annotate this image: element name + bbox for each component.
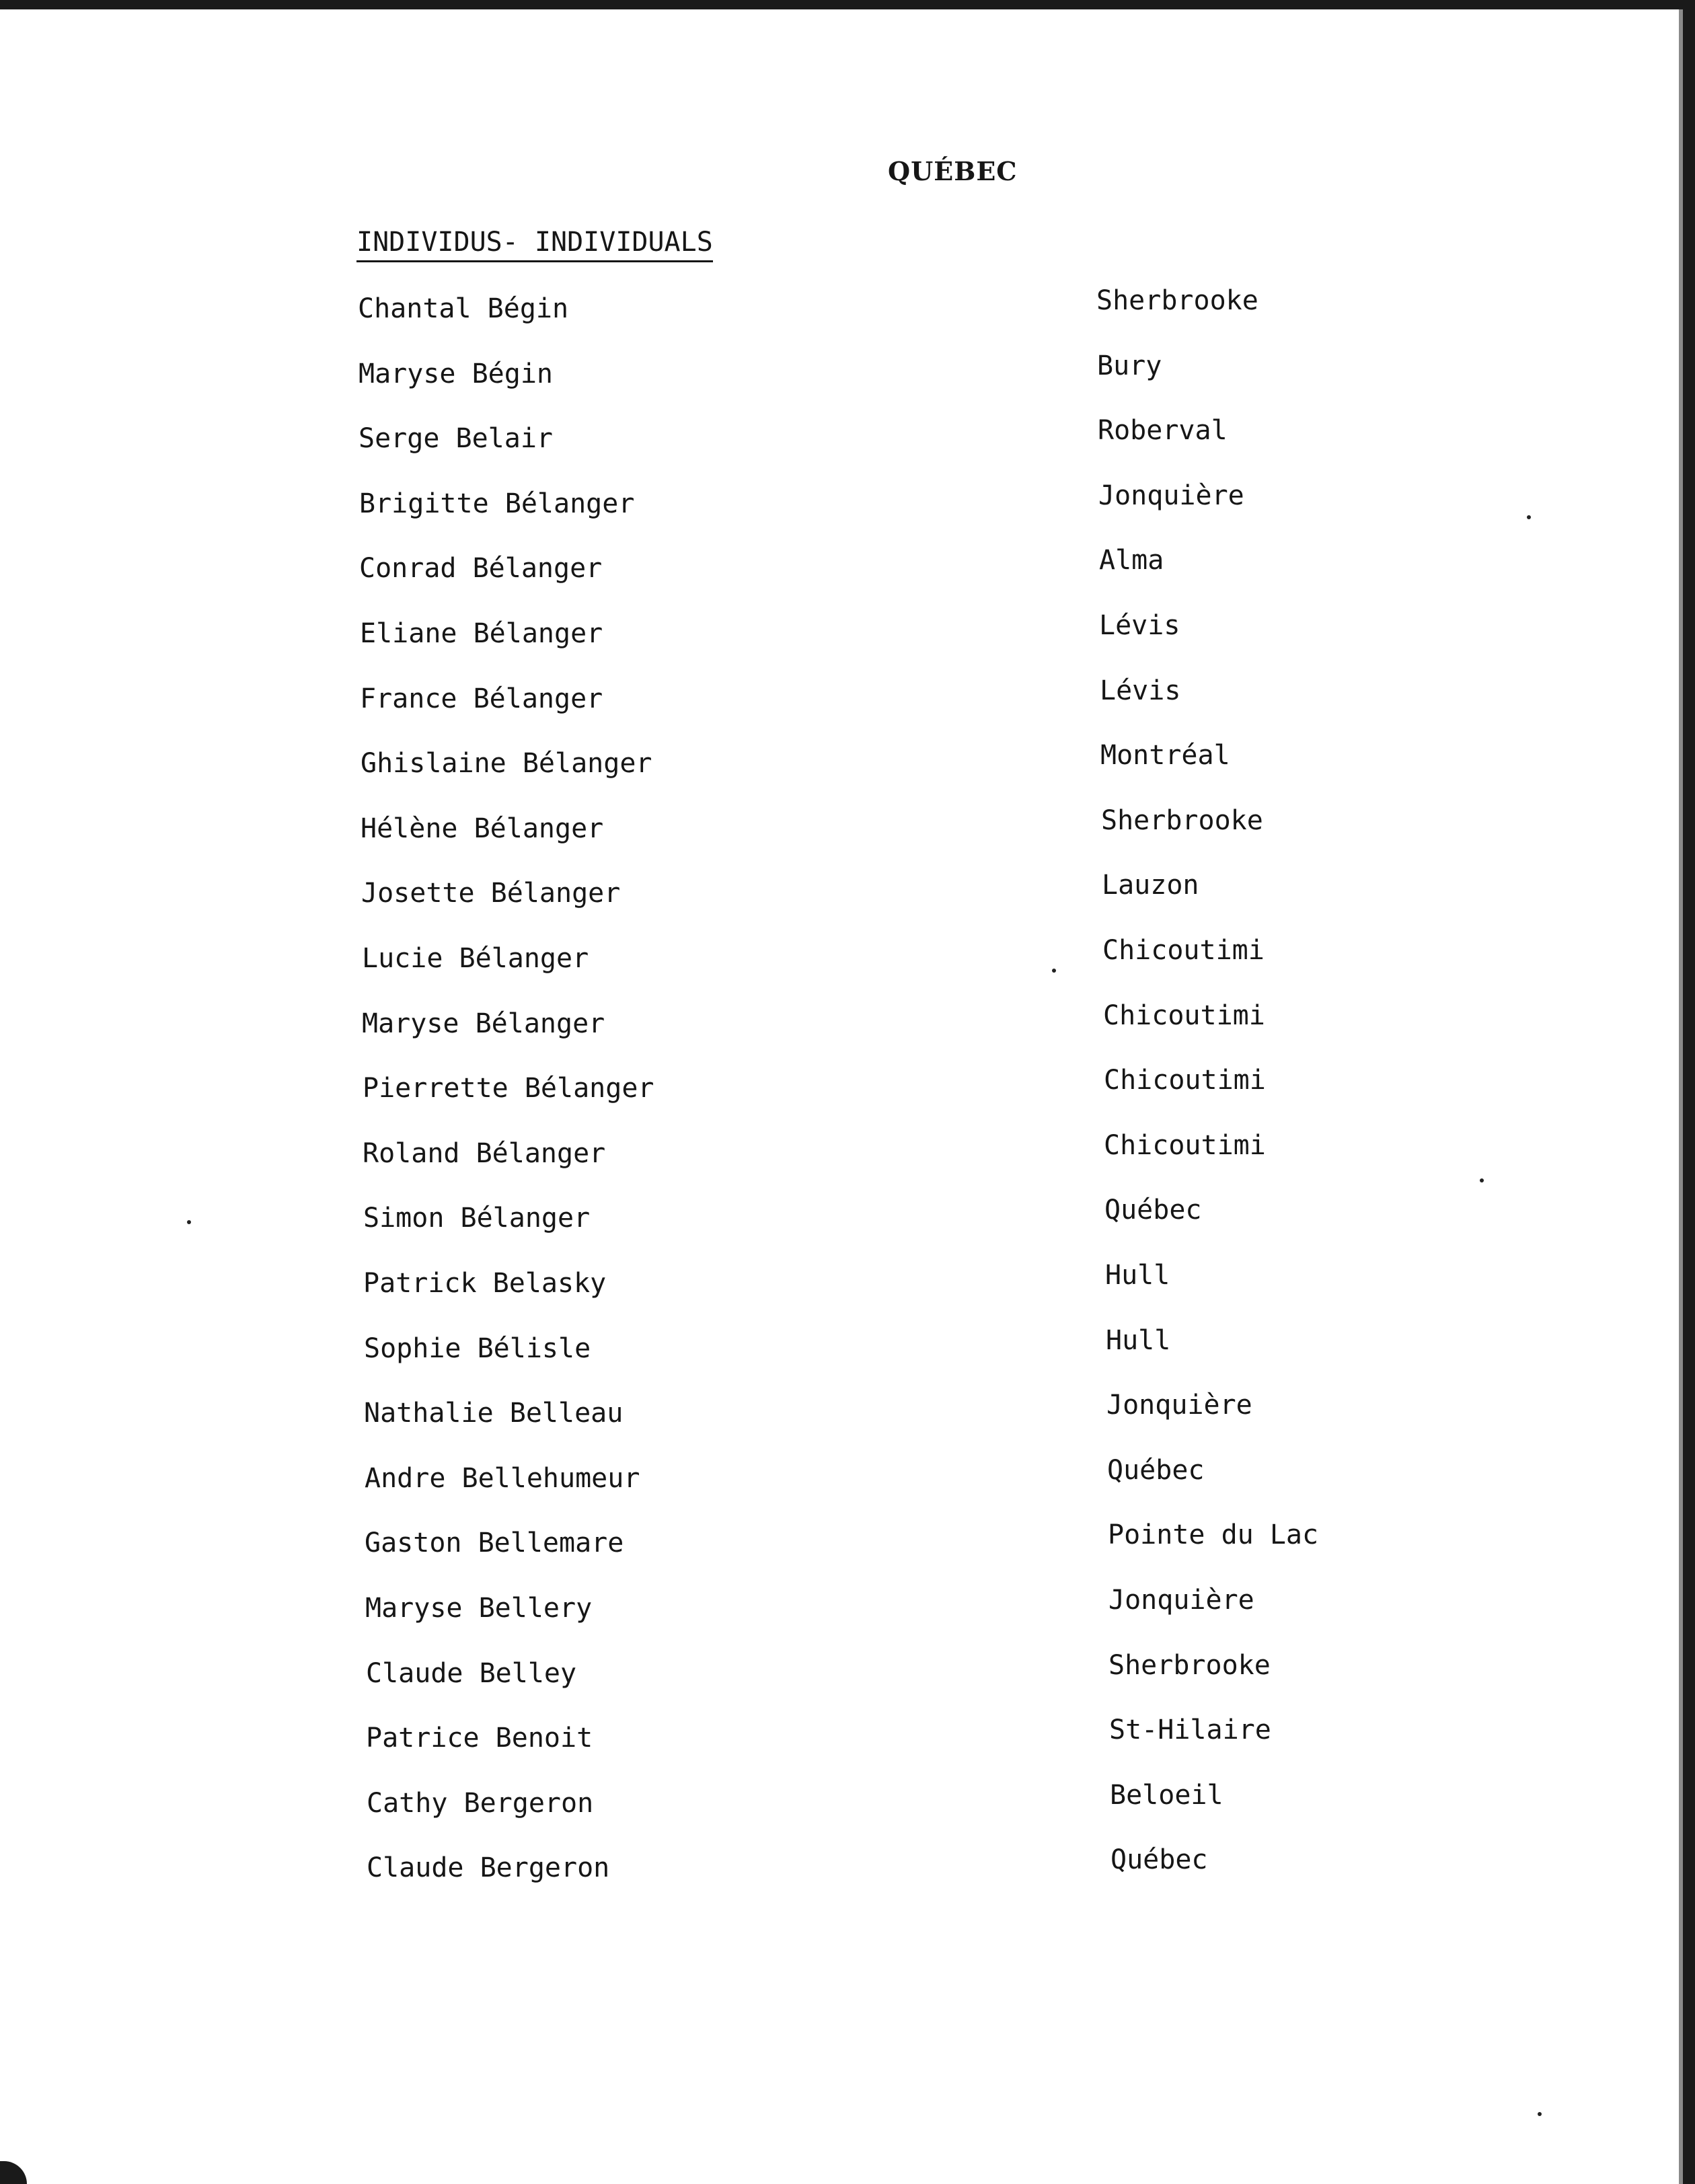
- entry-name: Cathy Bergeron: [367, 1788, 594, 1819]
- entry-place: Chicoutimi: [1103, 1000, 1265, 1031]
- entry-place: Hull: [1105, 1260, 1170, 1291]
- entry-place: Bury: [1097, 350, 1162, 381]
- entry-name: France Bélanger: [360, 683, 603, 714]
- entry-place: Sherbrooke: [1108, 1650, 1271, 1681]
- entry-place: Québec: [1110, 1844, 1208, 1875]
- page-title: QUÉBEC: [888, 156, 1018, 186]
- entry-place: Montréal: [1100, 740, 1230, 771]
- entry-name: Maryse Bellery: [365, 1593, 593, 1624]
- entry-place: Hull: [1106, 1325, 1171, 1356]
- entry-name: Maryse Bélanger: [362, 1008, 605, 1039]
- entry-name: Sophie Bélisle: [364, 1333, 591, 1364]
- entry-place: Québec: [1104, 1195, 1202, 1226]
- entry-place: Chicoutimi: [1104, 1065, 1266, 1096]
- entry-place: St-Hilaire: [1109, 1715, 1271, 1745]
- entry-place: Sherbrooke: [1096, 285, 1258, 316]
- entry-name: Patrick Belasky: [363, 1268, 607, 1299]
- entry-place: Jonquière: [1106, 1390, 1252, 1421]
- entry-place: Alma: [1099, 545, 1164, 576]
- entry-name: Andre Bellehumeur: [365, 1463, 640, 1494]
- entry-name: Brigitte Bélanger: [359, 488, 635, 519]
- entry-name: Eliane Bélanger: [360, 618, 603, 649]
- entry-place: Chicoutimi: [1104, 1130, 1266, 1161]
- entry-name: Pierrette Bélanger: [363, 1073, 654, 1104]
- entry-name: Hélène Bélanger: [361, 813, 604, 844]
- entry-name: Chantal Bégin: [358, 293, 569, 324]
- entry-place: Pointe du Lac: [1108, 1519, 1319, 1550]
- entry-place: Lévis: [1100, 675, 1181, 706]
- entry-name: Claude Belley: [366, 1658, 577, 1689]
- entry-name: Roland Bélanger: [363, 1138, 606, 1169]
- entry-place: Roberval: [1098, 415, 1228, 446]
- entry-name: Claude Bergeron: [367, 1852, 610, 1883]
- entry-name: Gaston Bellemare: [365, 1528, 624, 1558]
- entry-place: Québec: [1107, 1455, 1205, 1486]
- entry-name: Josette Bélanger: [361, 878, 621, 909]
- entry-name: Maryse Bégin: [359, 359, 553, 389]
- entry-name: Ghislaine Bélanger: [361, 748, 652, 779]
- entry-name: Serge Belair: [359, 423, 553, 454]
- entry-name: Nathalie Belleau: [364, 1398, 624, 1429]
- entry-place: Jonquière: [1098, 480, 1244, 511]
- entry-place: Beloeil: [1110, 1780, 1223, 1811]
- entry-name: Lucie Bélanger: [362, 943, 589, 974]
- entry-name: Simon Bélanger: [363, 1203, 591, 1234]
- entry-place: Lauzon: [1102, 870, 1199, 901]
- entry-place: Sherbrooke: [1101, 805, 1263, 836]
- entry-place: Jonquière: [1108, 1585, 1254, 1616]
- section-heading: INDIVIDUS- INDIVIDUALS: [356, 227, 713, 262]
- entry-place: Lévis: [1099, 610, 1180, 641]
- entry-name: Conrad Bélanger: [359, 553, 603, 584]
- entry-place: Chicoutimi: [1102, 935, 1265, 966]
- entry-name: Patrice Benoit: [366, 1723, 593, 1754]
